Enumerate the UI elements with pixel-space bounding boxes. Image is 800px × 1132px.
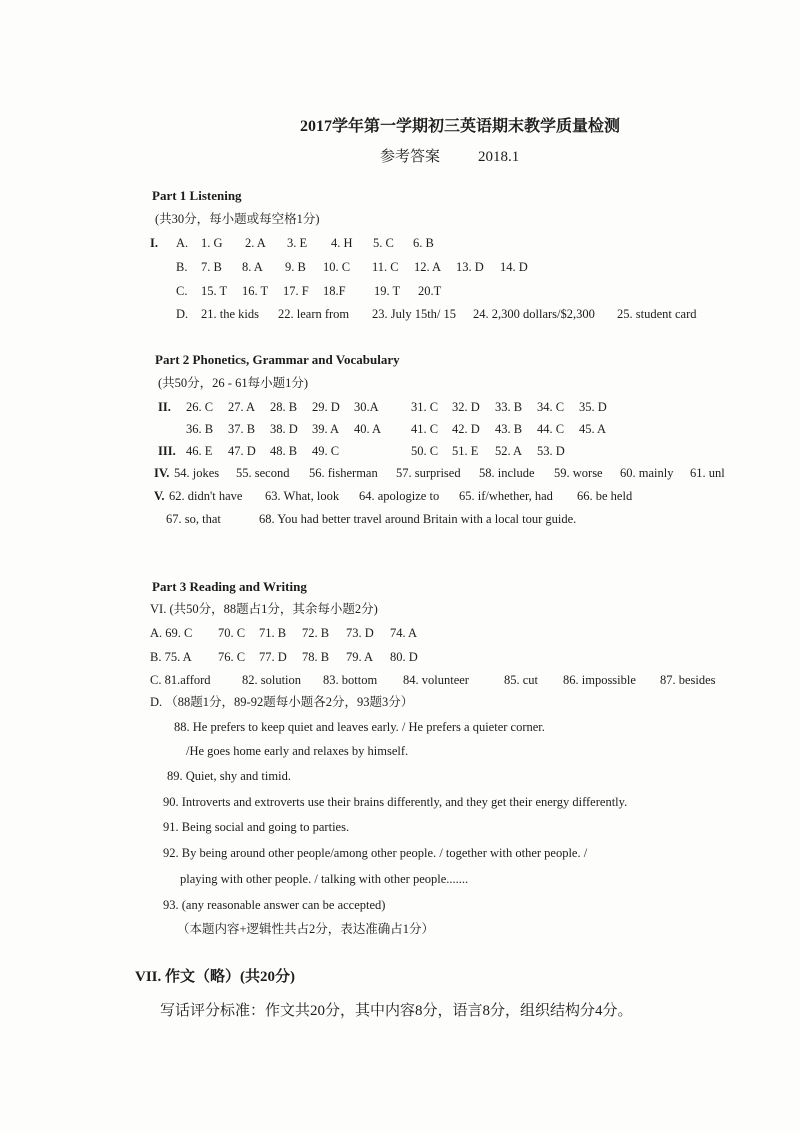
answer-item: 50. C: [411, 444, 439, 458]
answer-item: 10. C: [323, 260, 351, 274]
answer-item: 57. surprised: [396, 466, 461, 480]
answer-item: 2. A: [245, 236, 266, 250]
answer-item: 44. C: [537, 422, 565, 436]
answer-item: 29. D: [312, 400, 340, 414]
answer-item: 72. B: [302, 626, 330, 640]
answer-item: 87. besides: [660, 673, 716, 687]
page-title: 2017学年第一学期初三英语期末教学质量检测: [300, 118, 621, 135]
answer-item: 17. F: [283, 284, 309, 298]
part1-row-a-label: A.: [176, 236, 189, 250]
answer-item: 13. D: [456, 260, 484, 274]
answer-90: 90. Introverts and extroverts use their brains differently, and they get their energy differently.: [163, 795, 628, 809]
answer-item: 41. C: [411, 422, 439, 436]
answer-item: 32. D: [452, 400, 480, 414]
answer-item: 40. A: [354, 422, 382, 436]
answer-item: 56. fisherman: [309, 466, 378, 480]
answer-item: 18.F: [323, 284, 346, 298]
answer-item: 60. mainly: [620, 466, 674, 480]
answer-item: 36. B: [186, 422, 214, 436]
answer-item: 9. B: [285, 260, 306, 274]
answer-item: 31. C: [411, 400, 439, 414]
answer-item: 35. D: [579, 400, 607, 414]
answer-item: A. 69. C: [150, 626, 193, 640]
answer-item: 48. B: [270, 444, 298, 458]
part1-heading: Part 1 Listening: [152, 188, 242, 203]
answer-item: 43. B: [495, 422, 523, 436]
answer-item: 1. G: [201, 236, 223, 250]
answer-item: 55. second: [236, 466, 290, 480]
answer-item: 6. B: [413, 236, 434, 250]
part2-v-label: V.: [154, 489, 165, 503]
answer-item: 63. What, look: [265, 489, 340, 503]
part2-iv-label: IV.: [154, 466, 170, 480]
answer-item: 80. D: [390, 650, 418, 664]
answer-93: 93. (any reasonable answer can be accepted): [163, 898, 386, 912]
answer-item: 46. E: [186, 444, 213, 458]
answer-item: 24. 2,300 dollars/$2,300: [473, 307, 595, 321]
answer-item: 51. E: [452, 444, 479, 458]
answer-item: 82. solution: [242, 673, 302, 687]
answer-item: 49. C: [312, 444, 340, 458]
part1-section-roman: I.: [150, 236, 158, 250]
answer-item: 19. T: [374, 284, 401, 298]
answer-item: 71. B: [259, 626, 287, 640]
answer-item: 21. the kids: [201, 307, 259, 321]
answer-item: 25. student card: [617, 307, 697, 321]
answer-item: B. 75. A: [150, 650, 192, 664]
answer-item: 16. T: [242, 284, 269, 298]
part1-row-b-label: B.: [176, 260, 188, 274]
answer-item: 4. H: [331, 236, 353, 250]
answer-item: 38. D: [270, 422, 298, 436]
answer-item: 42. D: [452, 422, 480, 436]
answer-item: 47. D: [228, 444, 256, 458]
answer-item: 68. You had better travel around Britain with a local tour guide.: [259, 512, 577, 526]
answer-item: 23. July 15th/ 15: [372, 307, 457, 321]
answer-item: 66. be held: [577, 489, 633, 503]
answer-item: 83. bottom: [323, 673, 378, 687]
answer-item: 27. A: [228, 400, 256, 414]
part1-row-d-label: D.: [176, 307, 189, 321]
answer-item: 62. didn't have: [169, 489, 243, 503]
answer-item: 11. C: [372, 260, 399, 274]
answer-item: 70. C: [218, 626, 246, 640]
answer-item: 76. C: [218, 650, 246, 664]
answer-93-note: （本题内容+逻辑性共占2分，表达准确占1分）: [177, 922, 435, 936]
part3-note: VI. (共50分，88题占1分，其余每小题2分): [150, 602, 378, 616]
answer-item: 61. unl: [690, 466, 725, 480]
part2-iii-label: III.: [158, 444, 176, 458]
answer-item: 53. D: [537, 444, 565, 458]
answer-item: 73. D: [346, 626, 374, 640]
answer-item: C. 81.afford: [150, 673, 211, 687]
answer-item: 77. D: [259, 650, 287, 664]
answer-item: 86. impossible: [563, 673, 636, 687]
answer-item: 64. apologize to: [359, 489, 440, 503]
part2-note: (共50分，26 - 61每小题1分): [158, 376, 308, 390]
answer-item: 59. worse: [554, 466, 603, 480]
subtitle-label: 参考答案: [380, 149, 441, 165]
answer-item: 22. learn from: [278, 307, 350, 321]
subtitle-date: 2018.1: [478, 149, 520, 165]
answer-88: 88. He prefers to keep quiet and leaves early. / He prefers a quieter corner.: [174, 720, 545, 734]
answer-item: 3. E: [287, 236, 308, 250]
part4-heading: VII. 作文（略）(共20分): [135, 969, 295, 985]
answer-item: 84. volunteer: [403, 673, 469, 687]
answer-item: 33. B: [495, 400, 523, 414]
answer-item: 12. A: [414, 260, 442, 274]
part2-heading: Part 2 Phonetics, Grammar and Vocabulary: [155, 352, 400, 367]
answer-item: 7. B: [201, 260, 222, 274]
answer-92: 92. By being around other people/among other people. / together with other people. /: [163, 846, 588, 860]
answer-item: 15. T: [201, 284, 228, 298]
answer-item: 26. C: [186, 400, 214, 414]
answer-item: 28. B: [270, 400, 298, 414]
answer-item: 37. B: [228, 422, 256, 436]
part3-row-d: D. （88题1分，89-92题每小题各2分，93题3分）: [150, 695, 414, 709]
answer-88-cont: /He goes home early and relaxes by himself.: [186, 744, 409, 758]
answer-item: 67. so, that: [166, 512, 221, 526]
answer-item: 65. if/whether, had: [459, 489, 553, 503]
answer-item: 39. A: [312, 422, 340, 436]
part3-heading: Part 3 Reading and Writing: [152, 579, 307, 594]
answer-89: 89. Quiet, shy and timid.: [167, 769, 291, 783]
answer-item: 8. A: [242, 260, 263, 274]
answer-item: 52. A: [495, 444, 523, 458]
answer-item: 45. A: [579, 422, 607, 436]
answer-item: 78. B: [302, 650, 330, 664]
answer-92-cont: playing with other people. / talking with other people.......: [180, 872, 469, 886]
part4-criteria: 写话评分标准：作文共20分，其中内容8分，语言8分，组织结构分4分。: [160, 1003, 633, 1019]
answer-item: 54. jokes: [174, 466, 220, 480]
answer-item: 5. C: [373, 236, 394, 250]
answer-item: 79. A: [346, 650, 374, 664]
part1-note: (共30分，每小题或每空格1分): [155, 212, 320, 226]
answer-item: 74. A: [390, 626, 418, 640]
answer-item: 85. cut: [504, 673, 539, 687]
answer-91: 91. Being social and going to parties.: [163, 820, 350, 834]
answer-item: 58. include: [479, 466, 535, 480]
part1-row-c-label: C.: [176, 284, 188, 298]
answer-item: 34. C: [537, 400, 565, 414]
part2-ii-label: II.: [158, 400, 171, 414]
answer-item: 30.A: [354, 400, 379, 414]
answer-item: 14. D: [500, 260, 528, 274]
answer-item: 20.T: [418, 284, 442, 298]
